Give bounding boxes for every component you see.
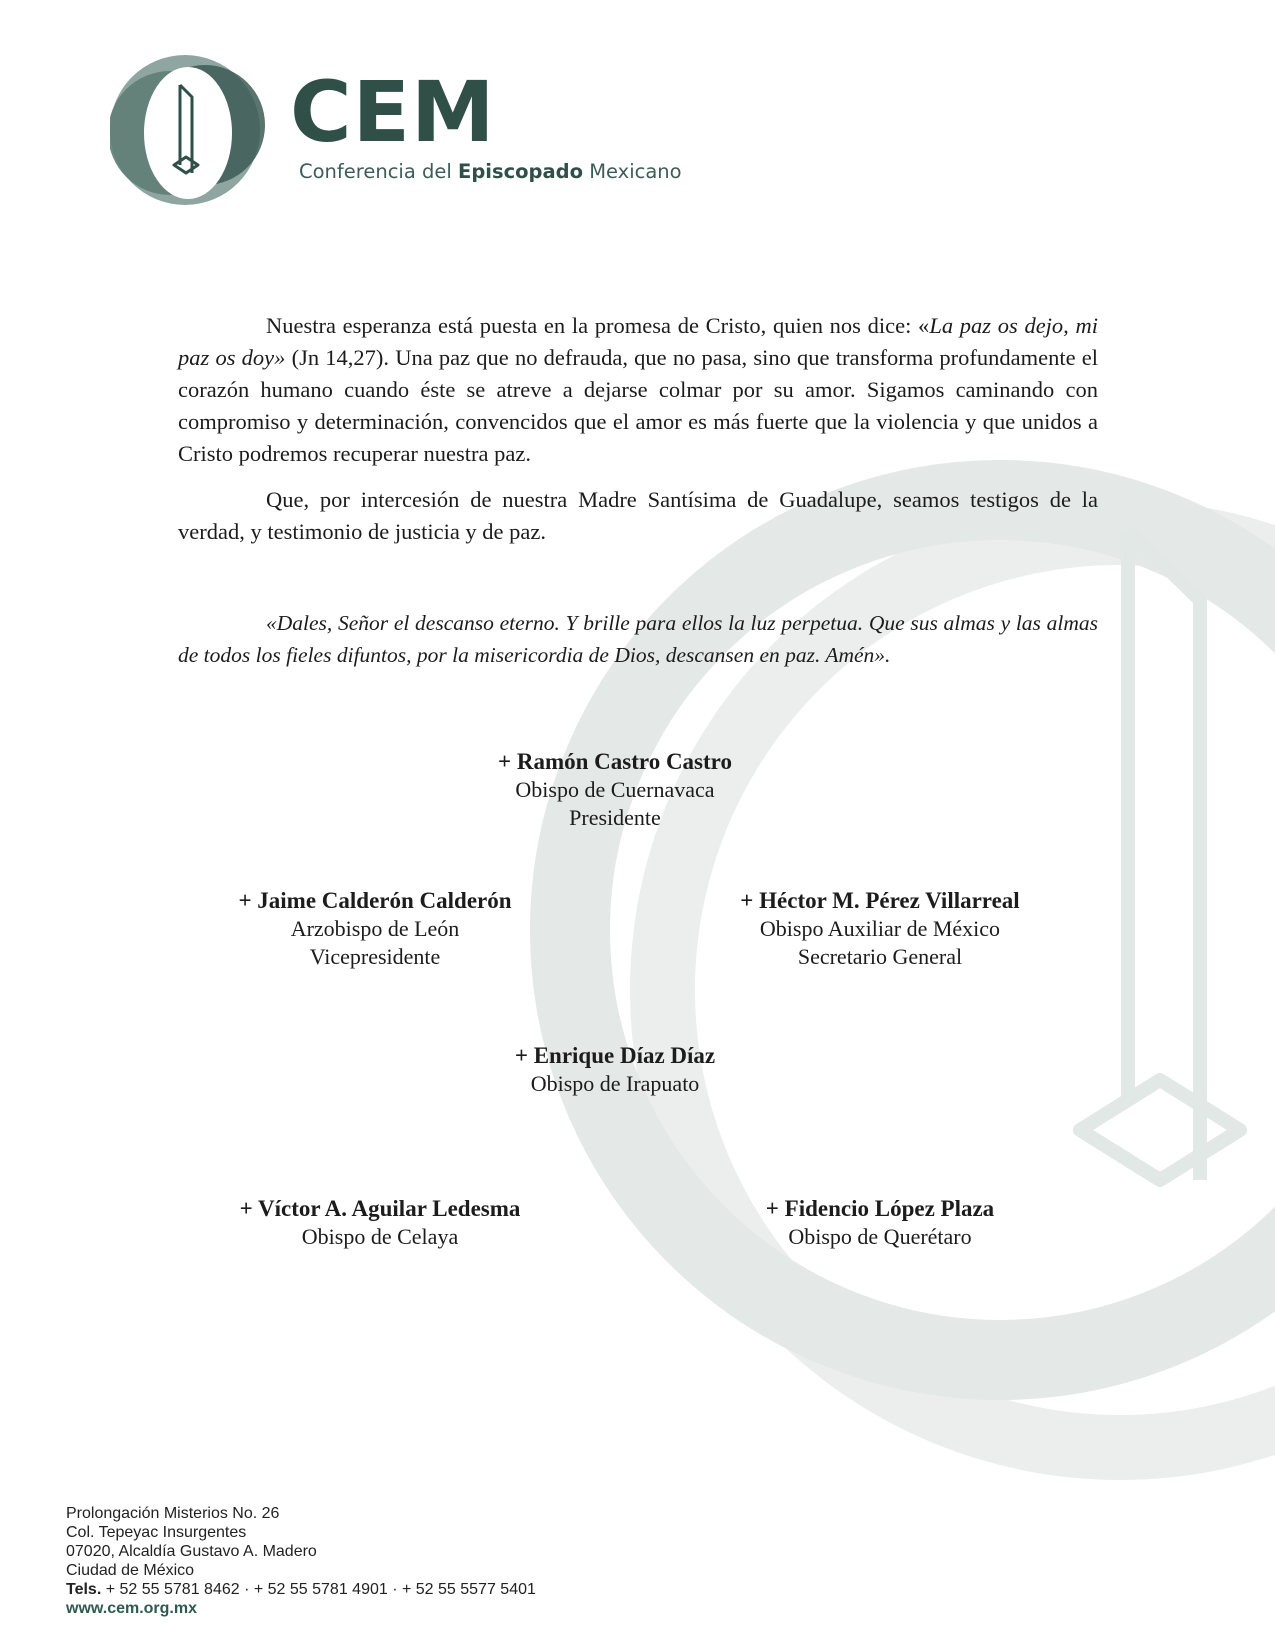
scripture-quote: La paz os dejo, mi paz os doy» xyxy=(178,313,1099,370)
address-line: 07020, Alcaldía Gustavo A. Madero xyxy=(66,1543,317,1560)
paragraph-intercession: Que, por intercesión de nuestra Madre Santísima de Guadalupe, seamos testigos de la verdad, y testimonio de justicia y de paz. xyxy=(178,487,1098,544)
signer-name: + Fidencio López Plaza xyxy=(765,1196,995,1221)
website-link[interactable]: www.cem.org.mx xyxy=(66,1600,197,1617)
paragraph-prayer: «Dales, Señor el descanso eterno. Y brille para ellos la luz perpetua. Que sus almas y las almas de todos los fieles difuntos, por la misericordia de Dios, descansen en paz. Amén». xyxy=(178,611,1098,667)
signer-title: Obispo de Irapuato xyxy=(530,1071,700,1096)
logo-title: CEM xyxy=(290,63,496,161)
address-line: Ciudad de México xyxy=(66,1562,195,1579)
signer-title: Obispo de Celaya xyxy=(301,1224,459,1249)
signer-role: Secretario General xyxy=(797,944,963,969)
signature-queretaro xyxy=(680,1195,1080,1251)
signer-name: + Enrique Díaz Díaz xyxy=(514,1043,716,1068)
address-line: Col. Tepeyac Insurgentes xyxy=(66,1524,247,1541)
signer-title: Obispo de Querétaro xyxy=(788,1224,972,1249)
signer-name: + Ramón Castro Castro xyxy=(498,749,732,774)
signer-name: + Héctor M. Pérez Villarreal xyxy=(740,888,1020,913)
signer-name: + Víctor A. Aguilar Ledesma xyxy=(239,1196,521,1221)
signer-title: Arzobispo de León xyxy=(290,916,460,941)
logo-subtitle: Conferencia del Episcopado Mexicano xyxy=(299,160,682,183)
signature-vicepresident xyxy=(175,887,575,971)
signer-title: Obispo Auxiliar de México xyxy=(759,916,1001,941)
signer-name: + Jaime Calderón Calderón xyxy=(238,888,512,913)
signer-title: Obispo de Cuernavaca xyxy=(515,777,715,802)
signer-role: Vicepresidente xyxy=(309,944,441,969)
signature-secretary xyxy=(680,887,1080,971)
signature-president xyxy=(415,748,815,832)
phone-line: Tels. + 52 55 5781 8462 · + 52 55 5781 4901 · + 52 55 5577 5401 xyxy=(66,1581,536,1598)
footer-contact xyxy=(66,1504,536,1618)
signature-irapuato xyxy=(415,1042,815,1098)
address-line: Prolongación Misterios No. 26 xyxy=(66,1505,280,1522)
paragraph-hope: Nuestra esperanza está puesta en la promesa de Cristo, quien nos dice: «La paz os dejo, mi paz os doy» (Jn 14,27). Una paz que no defrauda, que no pasa, sino que transforma profundamente el corazón humano cuando éste se atreve a dejarse colmar por su amor. Sigamos caminando con compromiso y determinación, convencidos que el amor es más fuerte que la violencia y que unidos a Cristo podremos recuperar nuestra paz. xyxy=(178,313,1099,466)
signature-celaya xyxy=(180,1195,580,1251)
signer-role: Presidente xyxy=(569,805,661,830)
